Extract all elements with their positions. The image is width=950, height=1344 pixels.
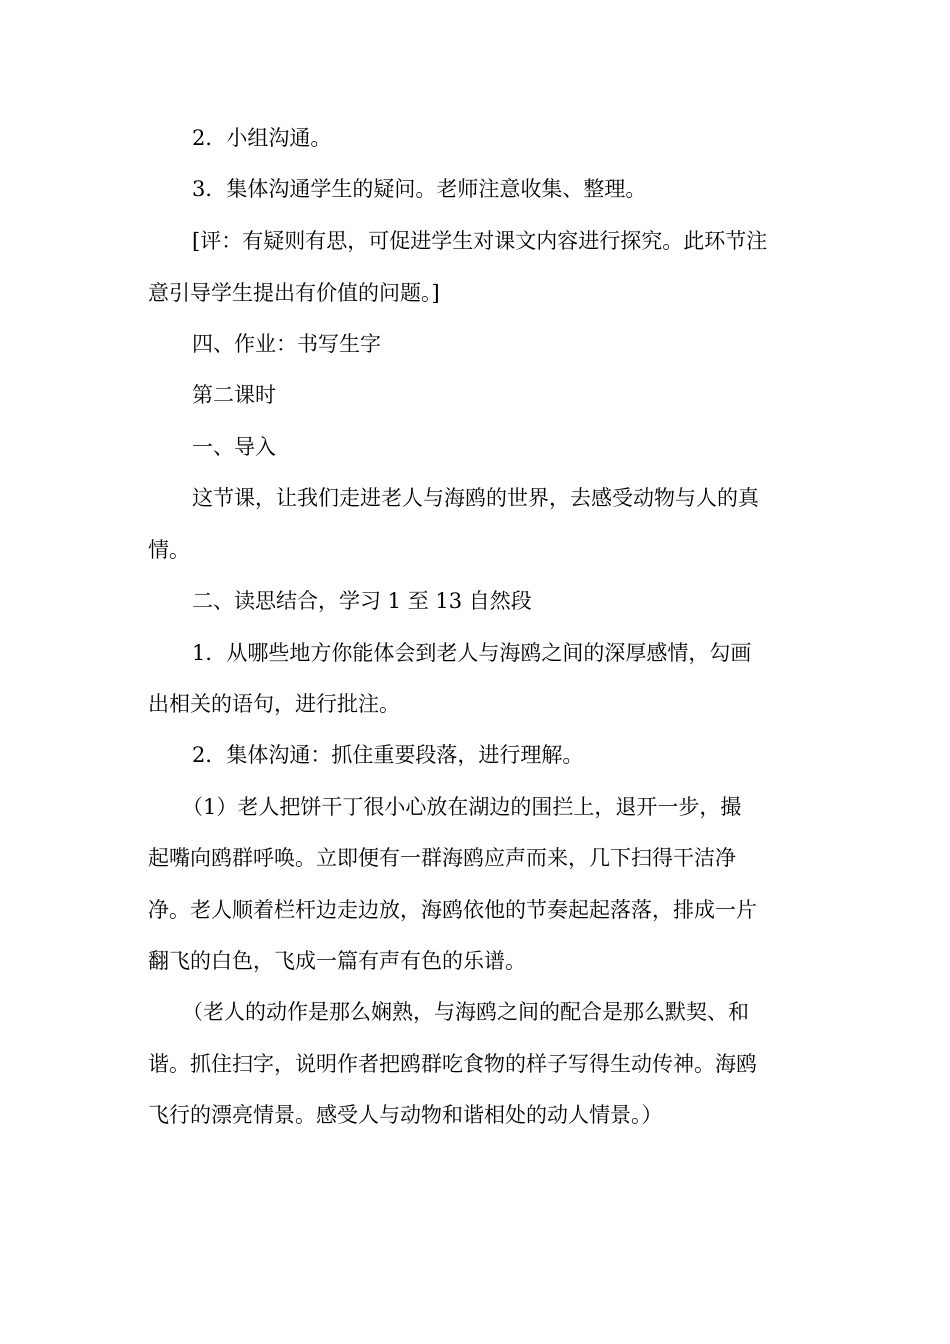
text-line: 翻飞的白色，飞成一篇有声有色的乐谱。 [148,949,526,973]
text-line: 净。老人顺着栏杆边走边放，海鸥依他的节奏起起落落，排成一片 [148,898,757,922]
text-line: 1．从哪些地方你能体会到老人与海鸥之间的深厚感情，勾画 [192,641,752,665]
text-line: 飞行的漂亮情景。感受人与动物和谐相处的动人情景。） [148,1103,663,1127]
text-line: 起嘴向鸥群呼唤。立即便有一群海鸥应声而来，几下扫得干洁净 [148,846,736,870]
text-line: （1）老人把饼干丁很小心放在湖边的围拦上，退开一步，撮 [182,795,742,819]
text-line: 四、作业：书写生字 [192,332,381,356]
text-line: [评：有疑则有思，可促进学生对课文内容进行探究。此环节注 [192,229,768,253]
text-line: 这节课，让我们走进老人与海鸥的世界，去感受动物与人的真 [192,486,759,510]
text-line: 二、读思结合，学习 1 至 13 自然段 [192,589,532,613]
text-line: 第二课时 [192,383,276,407]
text-line: 3．集体沟通学生的疑问。老师注意收集、整理。 [192,177,647,201]
text-line: 情。 [148,538,190,562]
text-line: 出相关的语句，进行批注。 [148,692,400,716]
text-line: 一、导入 [192,435,276,459]
text-line: 谐。抓住扫字，说明作者把鸥群吃食物的样子写得生动传神。海鸥 [148,1052,757,1076]
text-line: 2．小组沟通。 [192,126,332,150]
text-line: （老人的动作是那么娴熟，与海鸥之间的配合是那么默契、和 [182,1000,749,1024]
text-line: 意引导学生提出有价值的问题。] [148,281,440,305]
text-line: 2．集体沟通：抓住重要段落，进行理解。 [192,743,584,767]
